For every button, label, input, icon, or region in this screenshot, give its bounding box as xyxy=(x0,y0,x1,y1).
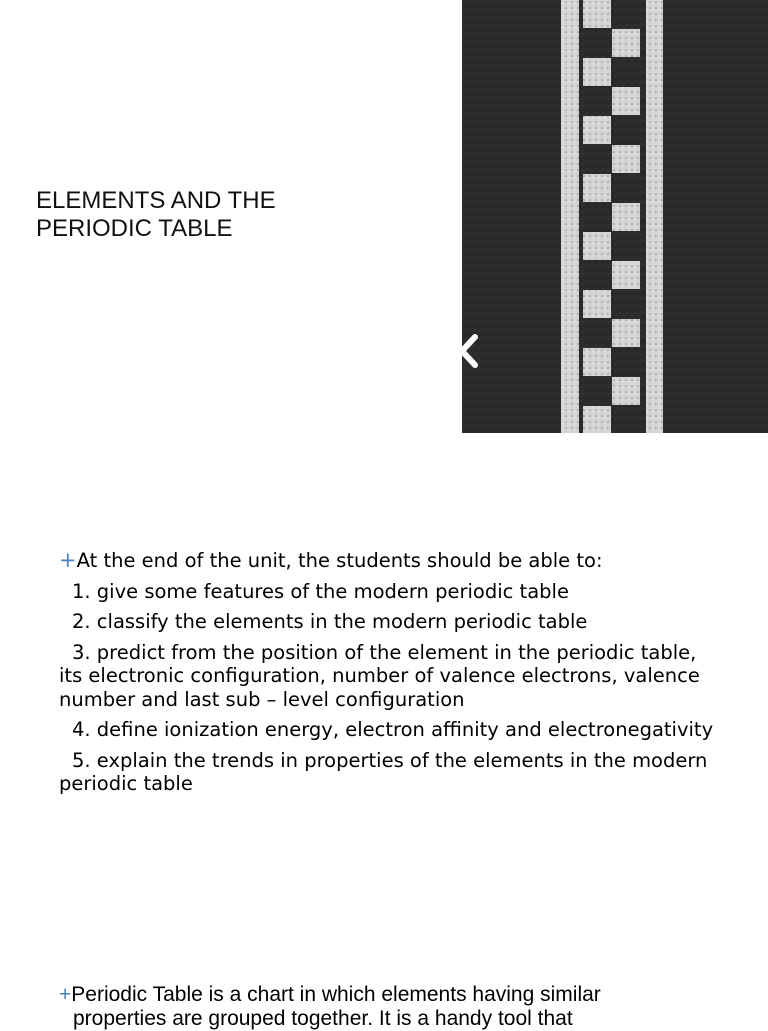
checker-square xyxy=(612,319,640,347)
plus-bullet-icon: + xyxy=(59,983,72,1006)
checkered-road-marking-image xyxy=(462,0,768,433)
objective-item-3: 3. predict from the position of the element in the periodic table, its electronic configuration, number of valence electrons, valence number and last sub – level configuration xyxy=(59,640,700,711)
checker-square xyxy=(583,406,611,433)
previous-slide-button[interactable] xyxy=(455,333,485,369)
definition-line-1 xyxy=(59,983,709,1007)
road-line-left xyxy=(561,0,579,433)
objective-item-2: 2. classify the elements in the modern periodic table xyxy=(72,610,588,633)
road-line-right xyxy=(646,0,663,433)
checker-square xyxy=(583,174,611,202)
chevron-left-icon xyxy=(455,333,485,369)
plus-bullet-icon: + xyxy=(59,548,77,572)
objective-item-1: 1. give some features of the modern periodic table xyxy=(72,579,569,603)
checker-square xyxy=(612,203,640,231)
checker-square xyxy=(612,145,640,173)
objectives-intro-text: At the end of the unit, the students should be able to: xyxy=(76,549,603,572)
checker-square xyxy=(583,0,611,28)
checker-square xyxy=(612,261,640,289)
objectives-intro xyxy=(59,549,719,573)
objective-item-5: 5. explain the trends in properties of the elements in the modern periodic table xyxy=(59,748,708,795)
definition-line-1-text: Periodic Table is a chart in which elements having similar xyxy=(71,983,601,1006)
objective-item-4: 4. define ionization energy, electron affinity and electronegativity xyxy=(72,718,714,741)
checker-square xyxy=(583,116,611,144)
checker-square xyxy=(612,377,640,405)
learning-objectives xyxy=(59,549,719,803)
checker-square xyxy=(583,348,611,376)
definition-line-2: properties are grouped together. It is a handy tool that xyxy=(73,1007,573,1030)
checker-square xyxy=(612,87,640,115)
slide-title: ELEMENTS AND THE PERIODIC TABLE xyxy=(36,187,276,242)
checker-square xyxy=(583,290,611,318)
checker-square xyxy=(583,232,611,260)
checker-square xyxy=(583,58,611,86)
checker-square xyxy=(612,29,640,57)
